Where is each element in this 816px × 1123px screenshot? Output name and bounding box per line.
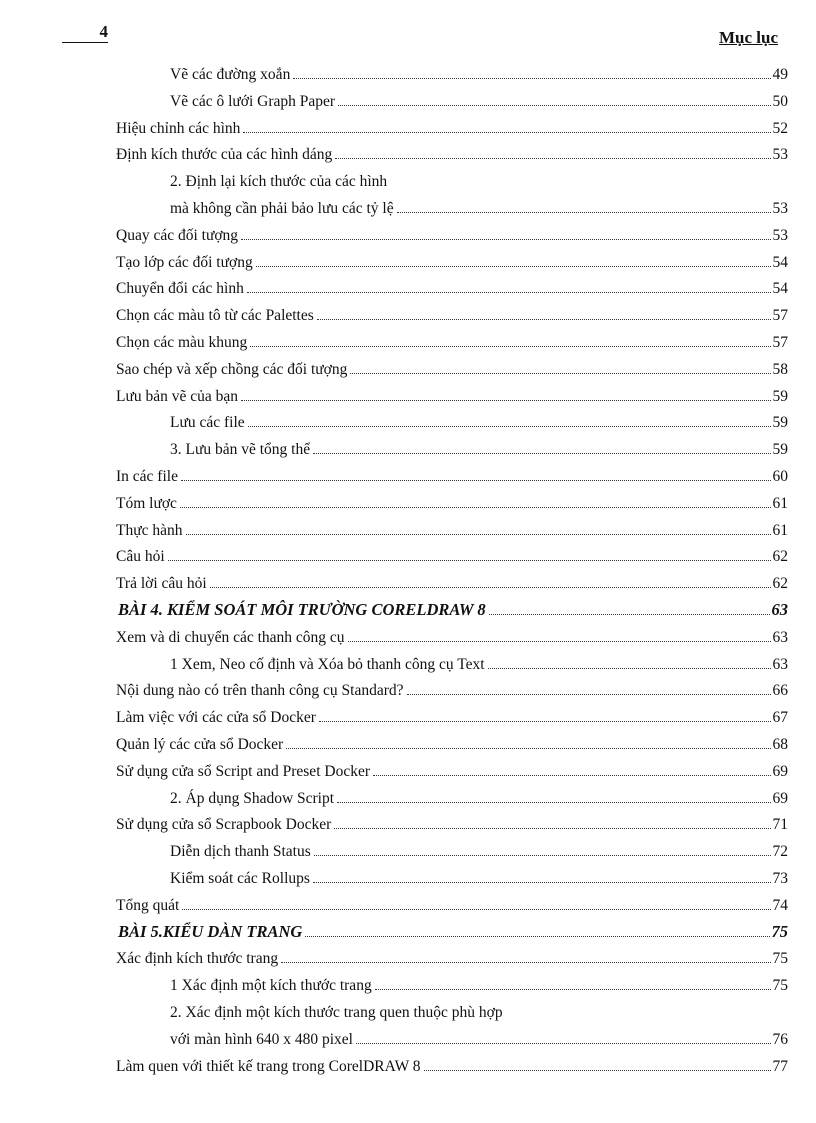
toc-entry [170, 60, 788, 84]
dot-leader [181, 480, 771, 481]
toc-page-number: 67 [772, 709, 788, 727]
toc-entry [116, 462, 788, 486]
toc-entry [170, 864, 788, 888]
toc-page-number: 61 [772, 494, 788, 512]
toc-entry [170, 1025, 788, 1049]
toc-entry-title: Nội dung nào có trên thanh công cụ Standard? [116, 682, 404, 700]
dot-leader [424, 1070, 771, 1071]
dot-leader [314, 855, 771, 856]
toc-entry [170, 971, 788, 995]
toc-entry [170, 194, 788, 218]
dot-leader [334, 828, 770, 829]
page-number: 4 [62, 22, 108, 43]
toc-entry [170, 408, 788, 432]
toc-entry-title: Định kích thước của các hình dáng [116, 146, 333, 164]
toc-entry-title: Làm quen với thiết kế trang trong CorelDRAW 8 [116, 1057, 421, 1075]
toc-entry [116, 355, 788, 379]
toc-page-number: 54 [772, 253, 788, 271]
toc-entry-title: với màn hình 640 x 480 pixel [170, 1030, 353, 1048]
toc-entry [116, 382, 788, 406]
toc-entry [116, 248, 788, 272]
toc-entry-title: Sao chép và xếp chồng các đối tượng [116, 360, 348, 378]
toc-entry [116, 328, 788, 352]
toc-entry-title: Quản lý các cửa sổ Docker [116, 736, 284, 753]
toc-entry-title: Trả lời câu hỏi [116, 575, 207, 593]
toc-entry-title: Lưu các file [170, 414, 245, 432]
toc-entry [170, 998, 503, 1022]
toc-page-number: 57 [772, 334, 788, 351]
dot-leader [397, 212, 771, 213]
dot-leader [180, 507, 771, 508]
dot-leader [313, 882, 771, 883]
dot-leader [305, 936, 769, 937]
toc-entry [116, 114, 788, 138]
toc-page-number: 77 [772, 1057, 788, 1075]
toc-entry [116, 623, 788, 647]
dot-leader [182, 909, 770, 910]
toc-entry [116, 542, 788, 566]
dot-leader [186, 534, 771, 535]
toc-entry [170, 650, 788, 674]
toc-entry [116, 891, 788, 915]
toc-entry-title: Xem và di chuyển các thanh công cụ [116, 628, 345, 646]
toc-page-number: 53 [772, 200, 788, 217]
toc-page-number: 66 [772, 682, 788, 700]
toc-page-number: 68 [772, 736, 788, 753]
toc-page-number: 59 [772, 414, 788, 432]
toc-page-number: 63 [772, 655, 788, 673]
section-title: Mục lục [718, 28, 778, 47]
dot-leader [248, 426, 771, 427]
toc-entry-title: Vẽ các đường xoắn [170, 66, 291, 83]
toc-entry-title: 1 Xem, Neo cố định và Xóa bỏ thanh công cụ Text [170, 655, 485, 673]
toc-entry-title: 3. Lưu bản vẽ tổng thể [170, 441, 311, 459]
toc-page-number: 59 [772, 387, 788, 405]
dot-leader [348, 641, 771, 642]
toc-entry-title: 2. Định lại kích thước của các hình [170, 173, 388, 191]
toc-entry-title: Tạo lớp các đối tượng [116, 253, 253, 271]
toc-entry [170, 167, 387, 191]
dot-leader [241, 239, 770, 240]
toc-page-number: 76 [772, 1030, 788, 1048]
toc-entry [116, 1052, 788, 1076]
toc-page-number: 75 [772, 950, 788, 968]
toc-entry [116, 676, 788, 700]
toc-chapter-row [118, 918, 788, 942]
toc-chapter-row [118, 596, 788, 620]
dot-leader [373, 775, 771, 776]
toc-entry [116, 810, 788, 834]
toc-entry-title: Tóm lược [116, 494, 177, 512]
toc-page-number: 69 [772, 789, 788, 807]
toc-entry-title: Sử dụng cửa sổ Script and Preset Docker [116, 762, 370, 780]
toc-entry-title: Câu hỏi [116, 548, 165, 566]
dot-leader [335, 158, 770, 159]
toc-page-number: 75 [772, 977, 788, 995]
dot-leader [317, 319, 771, 320]
toc-page-number: 54 [772, 280, 788, 298]
toc-entry-title: Tổng quát [116, 896, 180, 914]
toc-page-number: 72 [772, 843, 788, 861]
dot-leader [247, 292, 771, 293]
toc-entry [170, 435, 788, 459]
dot-leader [337, 802, 770, 803]
toc-page-number: 62 [772, 548, 788, 566]
toc-page-number: 57 [772, 307, 788, 325]
toc-entry [116, 274, 788, 298]
toc-page-number: 53 [772, 226, 788, 244]
toc-page-number: 75 [771, 921, 788, 941]
toc-page-number: 50 [772, 92, 788, 110]
toc-page-number: 61 [772, 521, 788, 539]
dot-leader [256, 266, 771, 267]
toc-page-number: 63 [771, 600, 788, 619]
toc-entry-title: Diễn dịch thanh Status [170, 843, 311, 861]
dot-leader [281, 962, 770, 963]
toc-entry-title: Xác định kích thước trang [116, 950, 279, 968]
dot-leader [407, 694, 771, 695]
toc-entry-title: Làm việc với các cửa sổ Docker [116, 709, 316, 727]
dot-leader [250, 346, 770, 347]
toc-page-number: 60 [772, 468, 788, 485]
toc-page-number: 74 [772, 896, 788, 914]
toc-entry-title: Lưu bản vẽ của bạn [116, 387, 239, 405]
dot-leader [243, 132, 770, 133]
toc-entry-title: Kiểm soát các Rollups [170, 870, 310, 887]
toc-entry [170, 87, 788, 111]
dot-leader [488, 668, 771, 669]
toc-entry-title: 1 Xác định một kích thước trang [170, 977, 372, 995]
toc-entry-title: BÀI 4. KIỂM SOÁT MÔI TRƯỜNG CORELDRAW 8 [118, 600, 486, 619]
toc-entry-title: Chuyển đổi các hình [116, 280, 244, 298]
dot-leader [210, 587, 771, 588]
toc-entry [116, 703, 788, 727]
toc-page-number: 59 [772, 441, 788, 459]
toc-entry-title: Chọn các màu khung [116, 334, 248, 351]
toc-entry [116, 569, 788, 593]
dot-leader [375, 989, 771, 990]
toc-entry [116, 730, 788, 754]
toc-page-number: 69 [772, 762, 788, 780]
toc-entry [116, 516, 788, 540]
dot-leader [350, 373, 770, 374]
toc-entry [116, 301, 788, 325]
dot-leader [293, 78, 770, 79]
toc-entry [116, 140, 788, 164]
toc-entry-title: mà không cần phải bảo lưu các tỷ lệ [170, 200, 394, 217]
toc-entry [116, 757, 788, 781]
toc-entry-title: Chọn các màu tô từ các Palettes [116, 307, 314, 325]
toc-page-number: 71 [772, 816, 788, 834]
toc-page-number: 62 [772, 575, 788, 593]
dot-leader [489, 614, 770, 615]
toc-entry [116, 489, 788, 513]
toc-entry [170, 837, 788, 861]
toc-page-number: 49 [772, 66, 788, 83]
toc-entry-title: 2. Xác định một kích thước trang quen thuộc phù hợp [170, 1004, 503, 1021]
toc-entry-title: Quay các đối tượng [116, 226, 239, 244]
toc-entry [116, 944, 788, 968]
dot-leader [168, 560, 771, 561]
toc-entry [116, 221, 788, 245]
toc-entry-title: Vẽ các ô lưới Graph Paper [170, 92, 336, 110]
toc-page-number: 53 [772, 146, 788, 164]
toc-page-number: 52 [772, 119, 788, 137]
dot-leader [241, 400, 770, 401]
dot-leader [338, 105, 770, 106]
toc-page-number: 58 [772, 360, 788, 378]
toc-entry-title: 2. Áp dụng Shadow Script [170, 789, 335, 807]
dot-leader [313, 453, 770, 454]
toc-entry-title: Thực hành [116, 521, 183, 539]
toc-page-number: 73 [772, 870, 788, 887]
toc-page-number: 63 [772, 628, 788, 646]
dot-leader [286, 748, 770, 749]
toc-entry-title: Hiệu chỉnh các hình [116, 119, 241, 137]
toc-entry [170, 784, 788, 808]
toc-entry-title: BÀI 5.KIỂU DÀN TRANG [118, 921, 303, 941]
toc-entry-title: Sử dụng cửa sổ Scrapbook Docker [116, 816, 332, 834]
toc-entry-title: In các file [116, 468, 178, 485]
dot-leader [319, 721, 771, 722]
dot-leader [356, 1043, 771, 1044]
